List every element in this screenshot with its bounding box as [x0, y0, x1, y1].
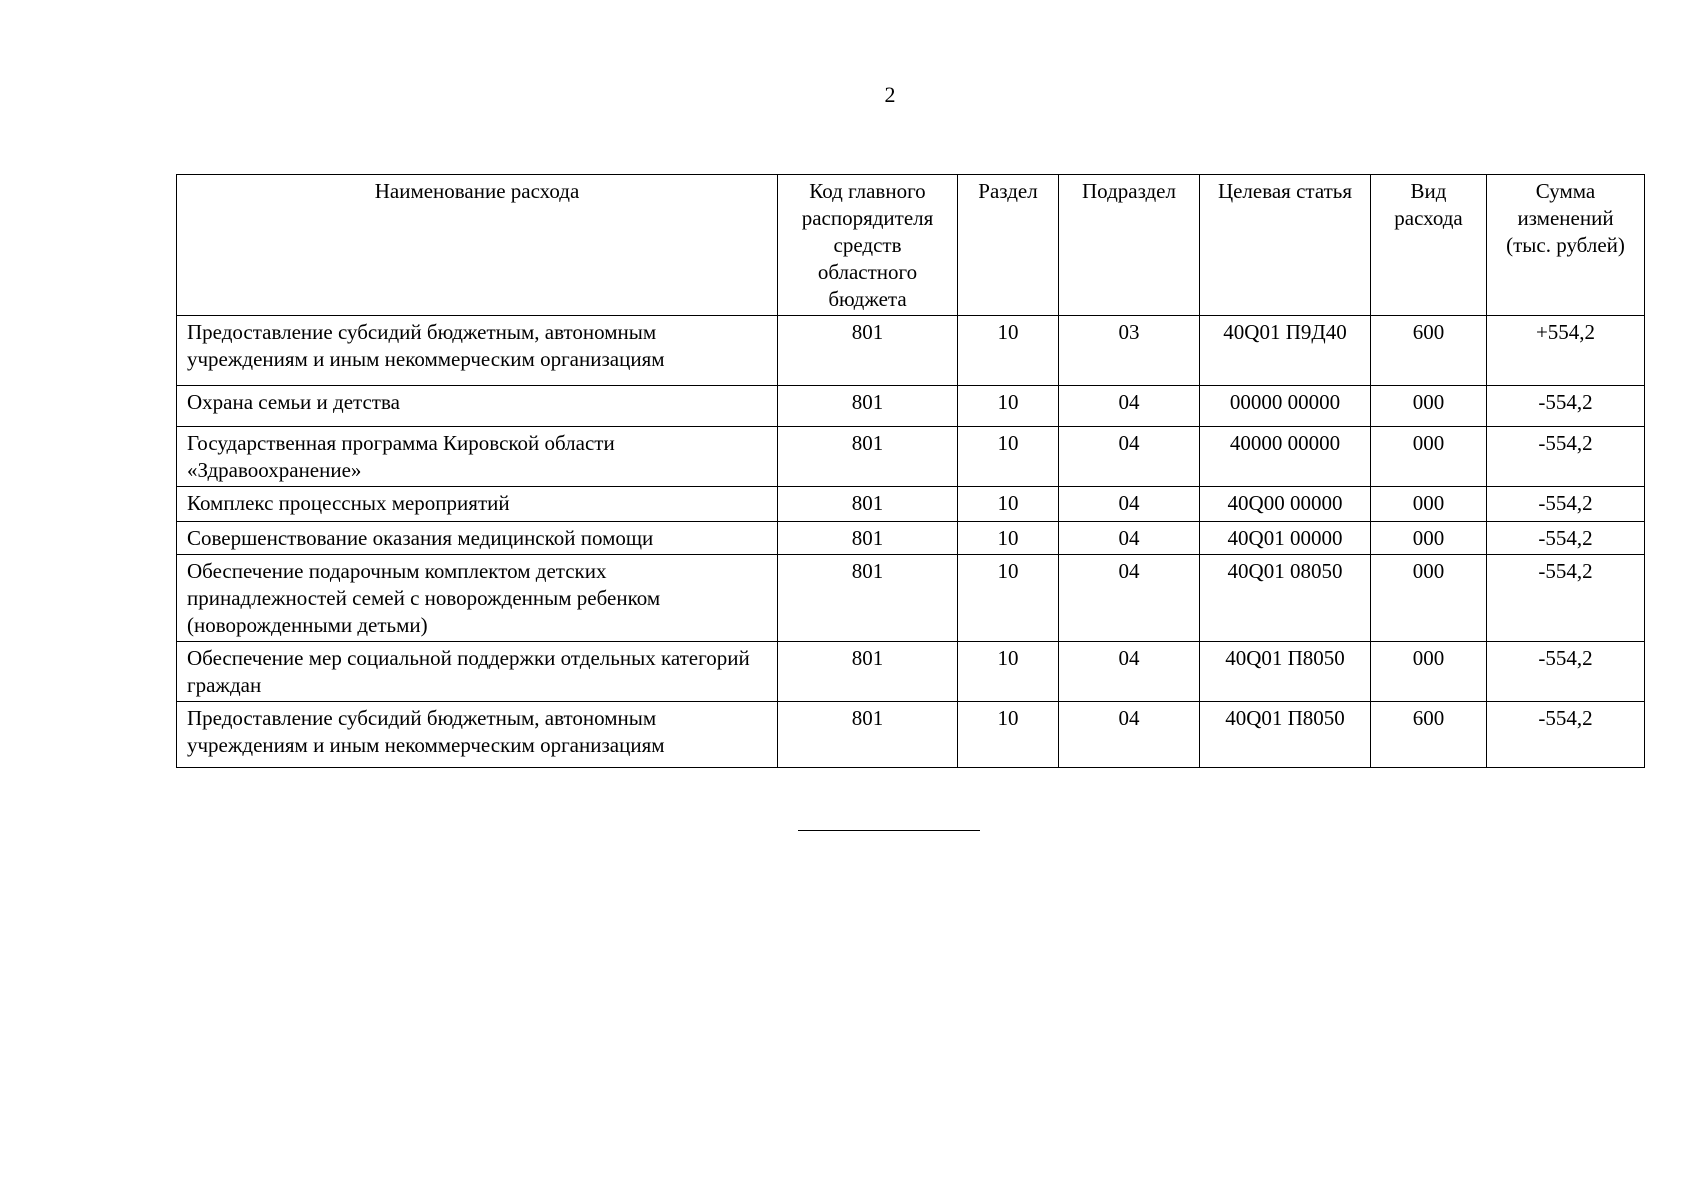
change-amount-cell: -554,2 [1487, 427, 1645, 487]
header-section: Раздел [958, 175, 1059, 316]
section-cell: 10 [958, 427, 1059, 487]
table-header-row [177, 175, 1645, 316]
manager-code-cell: 801 [778, 642, 958, 702]
subsection-cell: 04 [1059, 555, 1200, 642]
table-row [177, 386, 1645, 427]
page-number: 2 [884, 82, 896, 107]
table-row [177, 642, 1645, 702]
table-row [177, 427, 1645, 487]
section-cell: 10 [958, 555, 1059, 642]
table-row [177, 702, 1645, 768]
expense-name-cell: Совершенствование оказания медицинской помощи [177, 522, 778, 555]
expense-type-cell: 600 [1371, 316, 1487, 386]
target-article-cell: 40Q00 00000 [1200, 487, 1371, 522]
manager-code-cell: 801 [778, 522, 958, 555]
change-amount-cell: -554,2 [1487, 522, 1645, 555]
section-cell: 10 [958, 702, 1059, 768]
header-main-manager-code: Код главного распорядителя средств областного бюджета [778, 175, 958, 316]
table-row [177, 487, 1645, 522]
manager-code-cell: 801 [778, 487, 958, 522]
expense-type-cell: 000 [1371, 386, 1487, 427]
section-cell: 10 [958, 487, 1059, 522]
change-amount-cell: -554,2 [1487, 642, 1645, 702]
subsection-cell: 04 [1059, 386, 1200, 427]
manager-code-cell: 801 [778, 427, 958, 487]
subsection-cell: 04 [1059, 427, 1200, 487]
target-article-cell: 40000 00000 [1200, 427, 1371, 487]
expense-type-cell: 600 [1371, 702, 1487, 768]
table-row [177, 522, 1645, 555]
expense-type-cell: 000 [1371, 522, 1487, 555]
header-change-amount: Сумма изменений (тыс. рублей) [1487, 175, 1645, 316]
expense-name-cell: Государственная программа Кировской области «Здравоохранение» [177, 427, 778, 487]
header-expense-type: Вид расхода [1371, 175, 1487, 316]
budget-changes-table [176, 174, 1645, 768]
change-amount-cell: +554,2 [1487, 316, 1645, 386]
expense-name-cell: Охрана семьи и детства [177, 386, 778, 427]
subsection-cell: 04 [1059, 487, 1200, 522]
change-amount-cell: -554,2 [1487, 555, 1645, 642]
expense-name-cell: Обеспечение мер социальной поддержки отдельных категорий граждан [177, 642, 778, 702]
end-of-document-rule [798, 830, 980, 831]
manager-code-cell: 801 [778, 702, 958, 768]
header-expense-name: Наименование расхода [177, 175, 778, 316]
table-row [177, 316, 1645, 386]
manager-code-cell: 801 [778, 555, 958, 642]
section-cell: 10 [958, 642, 1059, 702]
expense-name-cell: Предоставление субсидий бюджетным, автономным учреждениям и иным некоммерческим организациям [177, 316, 778, 386]
target-article-cell: 00000 00000 [1200, 386, 1371, 427]
table-row [177, 555, 1645, 642]
expense-type-cell: 000 [1371, 642, 1487, 702]
subsection-cell: 04 [1059, 702, 1200, 768]
header-target-article: Целевая статья [1200, 175, 1371, 316]
expense-name-cell: Обеспечение подарочным комплектом детских принадлежностей семей с новорожденным ребенком (новорожденными детьми) [177, 555, 778, 642]
header-subsection: Подраздел [1059, 175, 1200, 316]
manager-code-cell: 801 [778, 386, 958, 427]
expense-type-cell: 000 [1371, 487, 1487, 522]
subsection-cell: 03 [1059, 316, 1200, 386]
subsection-cell: 04 [1059, 642, 1200, 702]
section-cell: 10 [958, 386, 1059, 427]
expense-name-cell: Предоставление субсидий бюджетным, автономным учреждениям и иным некоммерческим организациям [177, 702, 778, 768]
manager-code-cell: 801 [778, 316, 958, 386]
section-cell: 10 [958, 522, 1059, 555]
expense-name-cell: Комплекс процессных мероприятий [177, 487, 778, 522]
section-cell: 10 [958, 316, 1059, 386]
target-article-cell: 40Q01 08050 [1200, 555, 1371, 642]
change-amount-cell: -554,2 [1487, 386, 1645, 427]
target-article-cell: 40Q01 П8050 [1200, 702, 1371, 768]
change-amount-cell: -554,2 [1487, 487, 1645, 522]
target-article-cell: 40Q01 00000 [1200, 522, 1371, 555]
target-article-cell: 40Q01 П9Д40 [1200, 316, 1371, 386]
expense-type-cell: 000 [1371, 427, 1487, 487]
change-amount-cell: -554,2 [1487, 702, 1645, 768]
expense-type-cell: 000 [1371, 555, 1487, 642]
target-article-cell: 40Q01 П8050 [1200, 642, 1371, 702]
subsection-cell: 04 [1059, 522, 1200, 555]
